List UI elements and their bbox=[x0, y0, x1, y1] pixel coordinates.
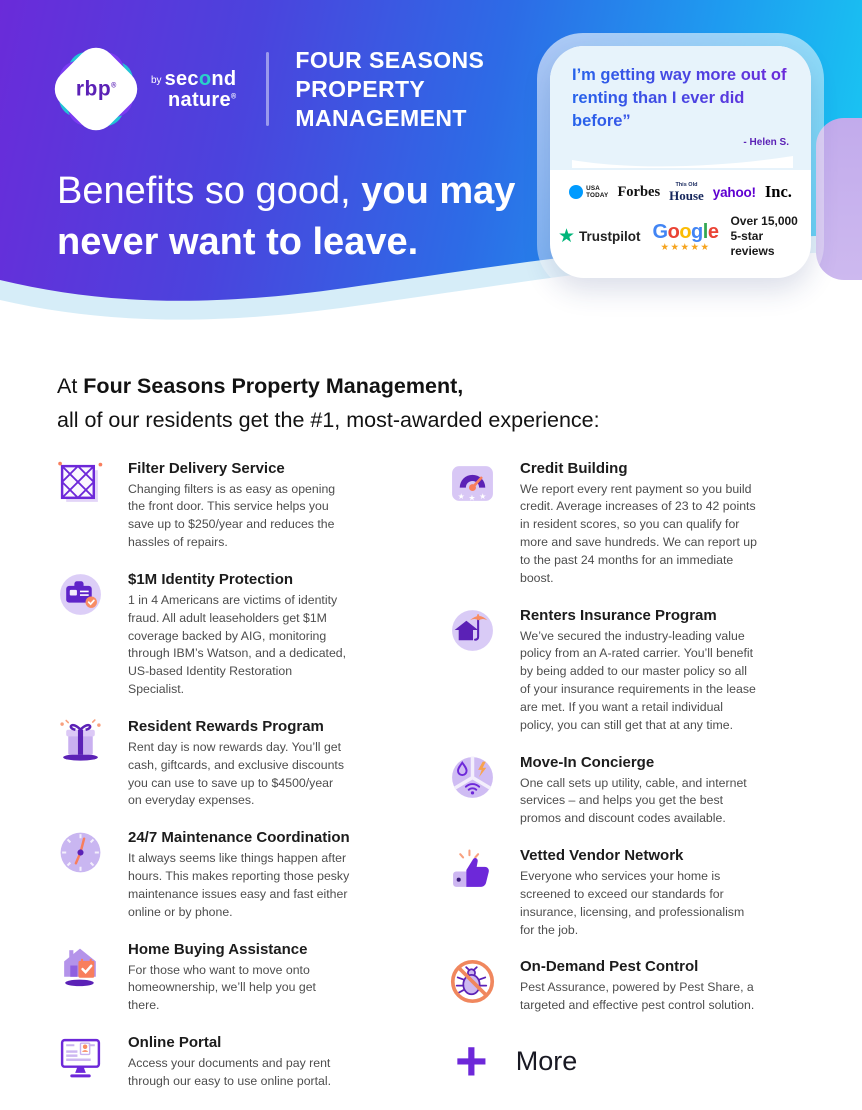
svg-text:★: ★ bbox=[457, 491, 465, 501]
benefit-description: Everyone who services your home is screened to exceed our standards for insurance, licensing, and professionalism for the job. bbox=[520, 869, 745, 937]
benefit-description: We’ve secured the industry-leading value policy from an A-rated carrier. You’ll benefit by being added to our master policy so all of your insurance requirements in the lease are met. If you want a retail individual policy, you can still get that at any time. bbox=[520, 628, 756, 732]
benefit-title: Credit Building bbox=[520, 459, 628, 477]
benefit-description: We report every rent payment so you build credit. Average increases of 23 to 42 points in resident scores, so you can qualify for more and save hundreds. We can report up to the past 24 months for an immediate boost. bbox=[520, 481, 757, 585]
benefit-description: Rent day is now rewards day. You’ll get cash, giftcards, and exclusive discounts you can use to save up to $4500/year on everyday expenses. bbox=[128, 739, 344, 808]
benefit-title: Move-In Concierge bbox=[520, 753, 655, 771]
svg-text:★: ★ bbox=[468, 492, 476, 502]
benefit-item-renters-insurance bbox=[449, 607, 814, 735]
testimonial-attribution: - Helen S. bbox=[743, 137, 789, 149]
benefit-item-move-in-concierge bbox=[449, 754, 814, 828]
benefit-item-home-buying bbox=[57, 941, 379, 1015]
vetted-vendor-icon bbox=[449, 847, 496, 894]
benefit-title: Renters Insurance Program bbox=[520, 606, 717, 624]
hero-headline: Benefits so good, you may never want to leave. bbox=[57, 170, 516, 263]
benefit-item-credit-building bbox=[449, 460, 814, 588]
this-old-house-logo: This Old House bbox=[669, 181, 704, 204]
svg-text:★: ★ bbox=[479, 491, 487, 501]
yahoo-logo: yahoo! bbox=[712, 184, 756, 200]
hero-banner bbox=[0, 0, 862, 335]
forbes-logo: Forbes bbox=[617, 183, 661, 200]
usa-today-circle-icon bbox=[569, 185, 583, 199]
benefit-description: It always seems like things happen after hours. This makes reporting those pesky maintenance issues easy and fast either online or by phone. bbox=[128, 851, 350, 919]
credit-building-icon bbox=[449, 460, 496, 507]
testimonial-card bbox=[550, 46, 811, 278]
move-in-concierge-icon bbox=[449, 754, 496, 801]
registered-mark: ® bbox=[230, 92, 237, 100]
online-portal-icon bbox=[57, 1034, 104, 1081]
benefit-title: Filter Delivery Service bbox=[128, 459, 285, 477]
google-reviews-logo: Google ★★★★★ bbox=[652, 220, 719, 253]
press-logos-row bbox=[550, 170, 811, 206]
quote-wave-divider bbox=[572, 156, 793, 168]
benefit-description: For those who want to move onto homeownership, we’ll help you get there. bbox=[128, 962, 316, 1013]
benefit-item-maintenance bbox=[57, 829, 379, 921]
benefit-description: One call sets up utility, cable, and internet services – and helps you get the best promos and discount codes available. bbox=[520, 775, 747, 826]
benefit-description: Access your documents and pay rent through our easy to use online portal. bbox=[128, 1056, 332, 1088]
benefit-item-vetted-vendor bbox=[449, 847, 814, 939]
benefit-item-filter-delivery bbox=[57, 460, 379, 552]
benefits-column-left bbox=[57, 460, 379, 1110]
benefit-title: On-Demand Pest Control bbox=[520, 958, 699, 976]
benefits-column-right bbox=[449, 460, 814, 1110]
rbp-wordmark: rbp® bbox=[75, 77, 117, 101]
benefit-item-resident-rewards bbox=[57, 718, 379, 810]
benefit-title: Home Buying Assistance bbox=[128, 940, 308, 958]
renters-insurance-icon bbox=[449, 607, 496, 654]
benefit-title: Vetted Vendor Network bbox=[520, 847, 684, 865]
reviews-count: Over 15,000 5-star reviews bbox=[730, 214, 798, 259]
by-label: by bbox=[151, 74, 162, 86]
benefit-title: Online Portal bbox=[128, 1034, 222, 1052]
more-benefits bbox=[449, 1029, 814, 1093]
usa-today-logo: USA TODAY bbox=[569, 185, 608, 199]
inc-logo: Inc. bbox=[764, 182, 792, 202]
rbp-badge bbox=[47, 40, 146, 139]
benefit-title: $1M Identity Protection bbox=[128, 570, 294, 588]
reviews-row bbox=[550, 206, 811, 275]
trustpilot-logo: ★ Trustpilot bbox=[558, 226, 641, 248]
pest-control-icon bbox=[449, 958, 496, 1005]
benefits-section bbox=[0, 335, 862, 1110]
testimonial-quote: I’m getting way more out of renting than I ever did before” bbox=[572, 64, 793, 132]
rbp-logo bbox=[55, 48, 137, 130]
identity-protection-icon bbox=[57, 571, 104, 618]
testimonial-quote-section bbox=[550, 46, 811, 170]
maintenance-clock-icon bbox=[57, 829, 104, 876]
resident-rewards-icon bbox=[57, 718, 104, 765]
benefit-item-pest-control bbox=[449, 958, 814, 1015]
testimonial-card-frame bbox=[537, 33, 824, 291]
benefit-item-identity-protection bbox=[57, 571, 379, 699]
company-name: FOUR SEASONS PROPERTY MANAGEMENT bbox=[295, 47, 485, 131]
filter-delivery-icon bbox=[57, 460, 104, 507]
benefit-description: 1 in 4 Americans are victims of identity fraud. All adult leaseholders get $1M coverage backed by AIG, monitoring through IBM’s Watson, and a dedicated, US-based Identity Restoration Specialist. bbox=[128, 592, 347, 697]
second-wordmark: second bbox=[164, 67, 237, 90]
home-buying-icon bbox=[57, 941, 104, 988]
vertical-divider bbox=[266, 52, 269, 126]
trustpilot-star-icon: ★ bbox=[558, 226, 576, 248]
five-stars-icon: ★★★★★ bbox=[660, 241, 711, 253]
registered-mark: ® bbox=[110, 82, 117, 90]
benefit-title: 24/7 Maintenance Coordination bbox=[128, 829, 350, 847]
teal-o-glyph: o bbox=[198, 67, 212, 90]
more-label: More bbox=[515, 1045, 578, 1076]
benefit-title: Resident Rewards Program bbox=[128, 717, 324, 735]
benefit-item-online-portal bbox=[57, 1034, 379, 1091]
benefit-description: Pest Assurance, powered by Pest Share, a targeted and effective pest control solution. bbox=[520, 980, 755, 1013]
benefit-description: Changing filters is as easy as opening the front door. This service helps you save up to $250/year and reduces the hassles of repairs. bbox=[128, 481, 336, 550]
section-heading: At Four Seasons Property Management, all of our residents get the #1, most-awarded experience: bbox=[57, 373, 600, 433]
second-nature-logo bbox=[151, 69, 236, 110]
plus-icon: + bbox=[455, 1029, 488, 1093]
nature-wordmark: nature® bbox=[168, 88, 237, 111]
